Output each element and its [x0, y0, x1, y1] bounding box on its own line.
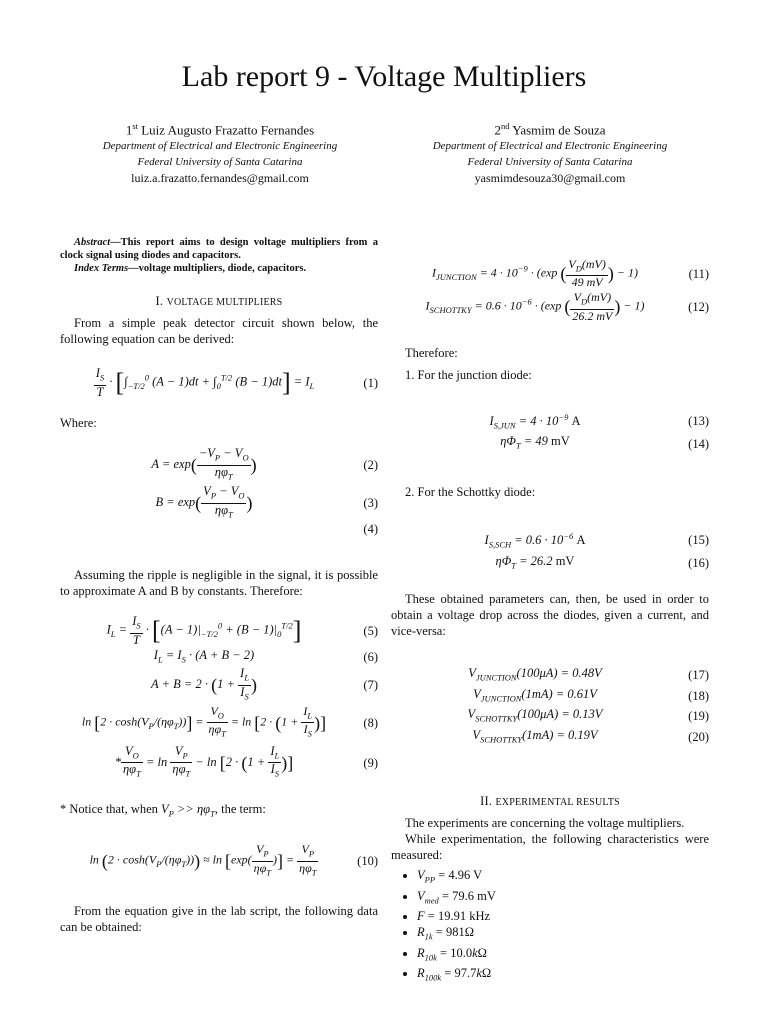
equation-13: $I_{S,JUN} = 4 \cdot 10^{-9}$ A (13): [489, 411, 709, 431]
equation-11: $I_{JUNCTION} = 4 \cdot 10^{-9} \cdot (\exp$ ( $\frac{V_D(mV)}{49 mV}$ ) − 1) (11): [432, 257, 709, 290]
equation-3: B = exp( $\frac{V_P - V_O}{\eta\varphi_T}$ ) (3): [155, 484, 378, 519]
author-block-2: [385, 118, 715, 186]
paragraph-where: Where:: [60, 416, 97, 430]
index-terms: Index Terms—voltage multipliers, diode, capacitors.: [74, 263, 307, 274]
list-item: • $R_{100k} = 97.7k\Omega$: [417, 965, 709, 986]
equation-6: $I_L = I_S \cdot (A + B - 2)$ (6): [153, 647, 378, 664]
equation-14: $\eta\Phi_T = 49$ mV (14): [500, 434, 709, 451]
equation-1: $\frac{I_S}{T}$ · [$\int_{-T/2}^0$ $(A - 1)dt + \int_0^{T/2}$ $(B - 1)dt] = I_L$ (1): [95, 366, 378, 399]
author-block-1: [55, 118, 385, 186]
equation-18: $V_{JUNCTION}(1mA) = 0.61V$ (18): [473, 686, 709, 704]
list-item: • $R_{1k} = 981\Omega$: [417, 924, 709, 945]
list-item-junction: 1. For the junction diode:: [405, 367, 532, 382]
author-name: 2nd Yasmim de Souza: [494, 121, 606, 138]
equation-19: $V_{SCHOTTKY}(100\mu A) = 0.13V$ (19): [467, 707, 709, 724]
author-dept: Department of Electrical and Electronic Engineering: [432, 140, 668, 153]
author-name: 1st Luiz Augusto Frazatto Fernandes: [125, 121, 315, 138]
equation-17: $V_{JUNCTION}(100\mu A) = 0.48V$ (17): [468, 666, 709, 683]
right-column: [391, 236, 709, 986]
equation-8: $\ln [2 \cdot \cosh(V_P/(\eta\varphi_T))]$ = $\frac{V_O}{\eta\varphi_T}$ = ln [2 · (1 + $\frac{I_L}{I_S}$ )] (8): [81, 704, 378, 739]
author-univ: Federal University of Santa Catarina: [137, 156, 303, 169]
abstract: Abstract—This report aims to design voltage multipliers from a clock signal using diodes and capacitors.: [60, 237, 378, 261]
paragraph-notice: * Notice that, when $V_P >> \eta\varphi_T$, the term:: [60, 801, 266, 819]
equation-9: * $\frac{V_O}{\eta\varphi_T}$ = ln $\frac{V_P}{\eta\varphi_T}$ − ln [2 · (1 + $\frac{I_L}{I_S}$ )] (9): [114, 743, 378, 779]
paragraph-intro: From a simple peak detector circuit shown below, the following equation can be derived:: [60, 316, 378, 346]
author-email[interactable]: luiz.a.frazatto.fernandes@gmail.com: [131, 171, 309, 186]
equation-2: A = exp( $\frac{-V_P - V_O}{\eta\varphi_T}$ ) (2): [151, 446, 378, 481]
author-univ: Federal University of Santa Catarina: [467, 156, 633, 169]
list-item: • $V_{PP} = 4.96$ V: [417, 867, 709, 888]
author-email[interactable]: yasmimdesouza30@gmail.com: [474, 171, 626, 186]
paper-title: Lab report 9 - Voltage Multipliers: [181, 60, 587, 93]
list-item-schottky: 2. For the Schottky diode:: [405, 484, 536, 499]
list-item: • F = 19.91 kHz: [417, 908, 709, 924]
paragraph-measured: While experimentation, the following characteristics were measured:: [391, 832, 709, 863]
equation-5: $I_L$ = $\frac{I_S}{T}$ · $[(A - 1)|_{-T/2}^0 + (B - 1)|_0^{T/2}]$ (5): [106, 614, 378, 647]
section-heading-1: I. VOLTAGE MULTIPLIERS: [155, 294, 283, 308]
list-item: • $R_{10k} = 10.0k\Omega$: [417, 945, 709, 966]
equation-16: $\eta\Phi_T = 26.2$ mV (16): [495, 553, 709, 571]
list-item: • $V_{med} = 79.6$ mV: [417, 888, 709, 909]
left-column: [60, 236, 378, 935]
measurement-list: [391, 867, 709, 986]
paragraph-obtained: These obtained parameters can, then, be used in order to obtain a voltage drop across the diodes, given a current, and vice-versa:: [391, 592, 709, 639]
equation-7: A + B = 2 · (1 + $\frac{I_L}{I_S}$ ) (7): [151, 666, 378, 701]
equation-20: $V_{SCHOTTKY}(1mA) = 0.19V$ (20): [472, 727, 709, 745]
paragraph-therefore: Therefore:: [405, 345, 458, 360]
paragraph-ripple: Assuming the ripple is negligible in the signal, it is possible to approximate A and B by constants. Therefore:: [60, 568, 378, 598]
paragraph-lab-script: From the equation give in the lab script, the following data can be obtained:: [60, 904, 378, 935]
equation-15: $I_{S,SCH} = 0.6 \cdot 10^{-6}$ A (15): [484, 530, 709, 550]
equation-10: $\ln (2 \cdot \cosh(V_P/(\eta\varphi_T))) \approx \ln [\exp$( $\frac{V_P}{\eta\varphi_T}$ )] = $\frac{V_P}{\eta\varphi_T}$ (10): [89, 842, 378, 878]
equation-12: $I_{SCHOTTKY} = 0.6 \cdot 10^{-6} \cdot (\exp$ ( $\frac{V_D(mV)}{26.2 mV}$ ) − 1) (12): [425, 290, 709, 323]
paragraph-experiments: The experiments are concerning the voltage multipliers.: [405, 816, 685, 831]
equation-4: (4): [363, 522, 378, 536]
section-heading-2: II. EXPERIMENTAL RESULTS: [480, 794, 620, 809]
author-dept: Department of Electrical and Electronic Engineering: [102, 140, 338, 153]
